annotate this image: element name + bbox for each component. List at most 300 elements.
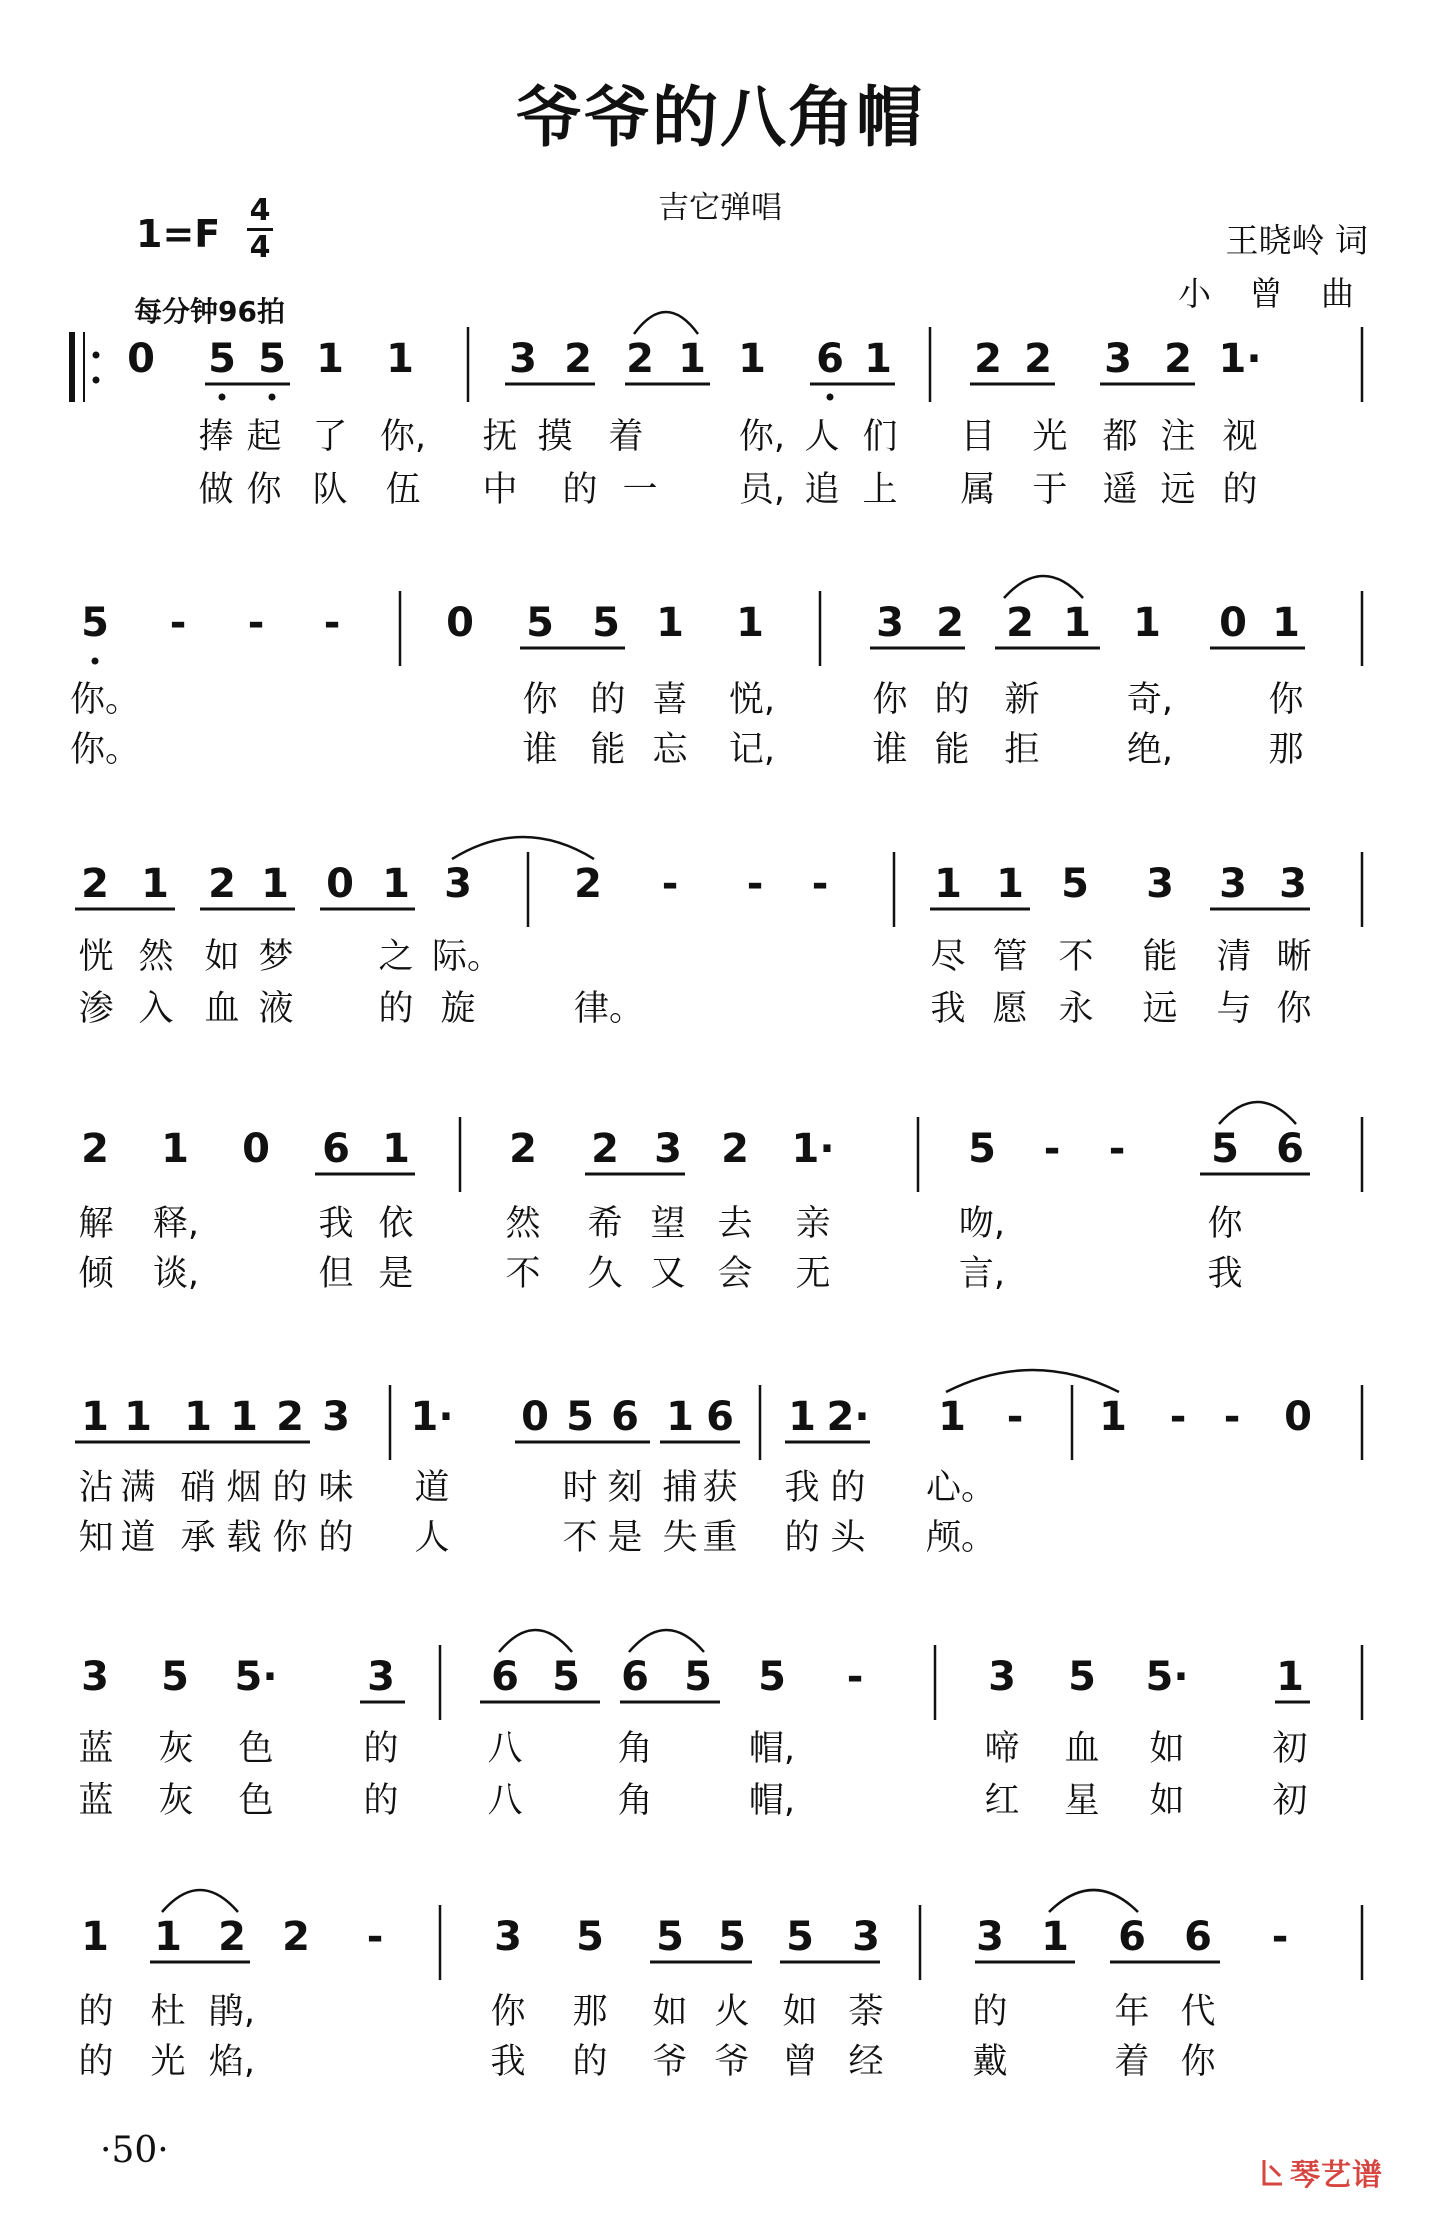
note: 6 bbox=[706, 1394, 734, 1440]
low-octave-dot bbox=[219, 394, 226, 401]
note: 1 bbox=[230, 1394, 258, 1440]
lyric-verse1: 味 bbox=[318, 1468, 354, 1508]
lyric-verse1: 刻 bbox=[607, 1468, 643, 1508]
lyric-verse1: 捕 bbox=[662, 1468, 698, 1508]
note: 2· bbox=[826, 1394, 870, 1440]
note: 2 bbox=[218, 1914, 246, 1960]
note: 3 bbox=[81, 1654, 109, 1700]
lyric-verse2: 是 bbox=[378, 1254, 414, 1294]
note: 2 bbox=[1024, 336, 1052, 382]
note: 1 bbox=[678, 336, 706, 382]
note: - bbox=[1223, 1394, 1241, 1440]
note: 1 bbox=[864, 336, 892, 382]
lyric-verse2: 色 bbox=[238, 1781, 274, 1821]
note: 1 bbox=[124, 1394, 152, 1440]
note: 2 bbox=[208, 861, 236, 907]
lyric-verse2: 队 bbox=[312, 470, 348, 510]
low-octave-dot bbox=[827, 394, 834, 401]
note: 0 bbox=[1219, 600, 1247, 646]
lyric-verse1: 我 bbox=[318, 1204, 354, 1244]
lyric-verse2: 我 bbox=[490, 2042, 526, 2082]
note: 1 bbox=[738, 336, 766, 382]
lyric-verse2: 红 bbox=[984, 1781, 1020, 1821]
lyric-verse2: 重 bbox=[702, 1518, 738, 1558]
lyric-verse1: 如 bbox=[782, 1992, 818, 2032]
lyric-verse1: 你, bbox=[738, 417, 786, 457]
note: 6 bbox=[1276, 1126, 1304, 1172]
lyric-verse1: 去 bbox=[717, 1204, 753, 1244]
low-octave-dot bbox=[92, 658, 99, 665]
slur bbox=[1004, 576, 1083, 598]
lyric-verse1: 如 bbox=[204, 937, 240, 977]
note: 1 bbox=[1041, 1914, 1069, 1960]
lyric-verse1: 管 bbox=[992, 937, 1028, 977]
lyricist-credit: 王晓岭 词 bbox=[1225, 221, 1368, 260]
lyric-verse2: 光 bbox=[150, 2042, 186, 2082]
lyric-verse2: 上 bbox=[862, 470, 898, 510]
note: - bbox=[1169, 1394, 1187, 1440]
note: 6 bbox=[1184, 1914, 1212, 1960]
lyric-verse1: 你 bbox=[522, 680, 558, 720]
lyric-verse2: 记, bbox=[728, 730, 776, 770]
lyric-verse1: 吻, bbox=[958, 1204, 1006, 1244]
note: 2 bbox=[936, 600, 964, 646]
note: 2 bbox=[626, 336, 654, 382]
lyric-verse1: 我 bbox=[784, 1468, 820, 1508]
slur bbox=[1219, 1102, 1296, 1124]
lyric-verse2: 远 bbox=[1160, 470, 1196, 510]
note: 5 bbox=[566, 1394, 594, 1440]
note: 3 bbox=[444, 861, 472, 907]
lyric-verse2: 渗 bbox=[78, 989, 114, 1029]
note: - bbox=[1271, 1914, 1289, 1960]
note: - bbox=[247, 600, 265, 646]
lyric-verse1: 目 bbox=[960, 417, 996, 457]
lyric-verse2: 远 bbox=[1142, 989, 1178, 1029]
note: 1 bbox=[788, 1394, 816, 1440]
note: - bbox=[1043, 1126, 1061, 1172]
note: 1 bbox=[382, 861, 410, 907]
lyric-verse1: 的 bbox=[272, 1468, 308, 1508]
lyric-verse1: 新 bbox=[1004, 680, 1040, 720]
lyric-verse2: 颅。 bbox=[926, 1518, 997, 1558]
lyric-verse2: 的 bbox=[1222, 470, 1258, 510]
lyric-verse1: 初 bbox=[1272, 1729, 1308, 1769]
lyric-verse2: 载 bbox=[226, 1518, 262, 1558]
lyric-verse2: 曾 bbox=[782, 2042, 818, 2082]
note: 1 bbox=[1133, 600, 1161, 646]
lyric-verse2: 液 bbox=[258, 989, 294, 1029]
lyric-verse2: 八 bbox=[487, 1781, 523, 1821]
lyric-verse1: 沾 bbox=[78, 1468, 114, 1508]
note: - bbox=[811, 861, 829, 907]
lyric-verse1: 晰 bbox=[1276, 937, 1312, 977]
lyric-verse2: 初 bbox=[1272, 1781, 1308, 1821]
slur bbox=[1049, 1890, 1138, 1912]
lyric-verse2: 焰, bbox=[208, 2042, 256, 2082]
note: 2 bbox=[282, 1914, 310, 1960]
lyric-verse1: 如 bbox=[1149, 1729, 1185, 1769]
lyric-verse1: 尽 bbox=[930, 937, 966, 977]
note: - bbox=[1006, 1394, 1024, 1440]
note: 5 bbox=[592, 600, 620, 646]
note: 6 bbox=[491, 1654, 519, 1700]
note: 0 bbox=[446, 600, 474, 646]
lyric-verse2: 忘 bbox=[652, 730, 688, 770]
lyric-verse1: 硝 bbox=[180, 1468, 216, 1508]
note: 0 bbox=[242, 1126, 270, 1172]
lyric-verse1: 色 bbox=[238, 1729, 274, 1769]
lyric-verse1: 的 bbox=[78, 1992, 114, 2032]
note: 5 bbox=[552, 1654, 580, 1700]
slur bbox=[162, 1890, 238, 1912]
lyric-verse2: 遥 bbox=[1102, 470, 1138, 510]
slur bbox=[946, 1370, 1119, 1392]
note: 3 bbox=[367, 1654, 395, 1700]
lyric-verse2: 的 bbox=[572, 2042, 608, 2082]
lyric-verse2: 员, bbox=[738, 470, 786, 510]
note: 5· bbox=[234, 1654, 278, 1700]
lyric-verse2: 又 bbox=[650, 1254, 686, 1294]
note: 1 bbox=[81, 1394, 109, 1440]
note: 2 bbox=[564, 336, 592, 382]
lyric-verse1: 获 bbox=[702, 1468, 738, 1508]
lyric-verse2: 的 bbox=[562, 470, 598, 510]
lyric-verse1: 的 bbox=[934, 680, 970, 720]
note: 5 bbox=[81, 600, 109, 646]
lyric-verse2: 的 bbox=[363, 1781, 399, 1821]
lyric-verse2: 追 bbox=[804, 470, 840, 510]
lyric-verse1: 都 bbox=[1102, 417, 1138, 457]
composer-credit: 小 曾 曲 bbox=[1178, 274, 1368, 313]
lyric-verse1: 你 bbox=[490, 1992, 526, 2032]
song-title: 爷爷的八角帽 bbox=[516, 78, 924, 156]
lyric-verse2: 谁 bbox=[872, 730, 908, 770]
lyric-verse1: 啼 bbox=[984, 1729, 1020, 1769]
lyric-verse1: 心。 bbox=[926, 1468, 997, 1508]
note: 1· bbox=[410, 1394, 454, 1440]
lyric-verse1: 清 bbox=[1216, 937, 1252, 977]
key-signature: 1=F bbox=[136, 212, 221, 256]
note: 1 bbox=[934, 861, 962, 907]
lyric-verse2: 与 bbox=[1216, 989, 1252, 1029]
note: - bbox=[169, 600, 187, 646]
lyric-verse2: 血 bbox=[204, 989, 240, 1029]
note: - bbox=[1108, 1126, 1126, 1172]
slur bbox=[452, 837, 594, 859]
lyric-verse1: 烟 bbox=[226, 1468, 262, 1508]
note: 1 bbox=[938, 1394, 966, 1440]
lyric-verse1: 喜 bbox=[652, 680, 688, 720]
note: 3 bbox=[1104, 336, 1132, 382]
lyric-verse2: 言, bbox=[958, 1254, 1006, 1294]
note: 5 bbox=[1211, 1126, 1239, 1172]
lyric-verse2: 知 bbox=[78, 1518, 114, 1558]
note: - bbox=[366, 1914, 384, 1960]
lyric-verse1: 际。 bbox=[432, 937, 503, 977]
lyric-verse1: 那 bbox=[572, 1992, 608, 2032]
lyric-verse1: 人 bbox=[804, 417, 840, 457]
lyric-verse1: 注 bbox=[1160, 417, 1196, 457]
lyric-verse1: 灰 bbox=[158, 1729, 194, 1769]
lyric-verse1: 解 bbox=[78, 1204, 114, 1244]
note: 1 bbox=[736, 600, 764, 646]
note: 5 bbox=[161, 1654, 189, 1700]
lyric-verse1: 的 bbox=[363, 1729, 399, 1769]
note: 1· bbox=[791, 1126, 835, 1172]
lyric-verse2: 蓝 bbox=[78, 1781, 114, 1821]
note: 2 bbox=[1006, 600, 1034, 646]
lyric-verse2: 你 bbox=[1180, 2042, 1216, 2082]
note: 2 bbox=[1164, 336, 1192, 382]
lyric-verse1: 恍 bbox=[78, 937, 114, 977]
note: 1· bbox=[1218, 336, 1262, 382]
lyric-verse1: 然 bbox=[505, 1204, 541, 1244]
lyric-verse2: 旋 bbox=[440, 989, 476, 1029]
note: 5· bbox=[1145, 1654, 1189, 1700]
lyric-verse2: 着 bbox=[1114, 2042, 1150, 2082]
lyric-verse1: 希 bbox=[587, 1204, 623, 1244]
lyric-verse2: 的 bbox=[784, 1518, 820, 1558]
lyric-verse1: 荼 bbox=[848, 1992, 884, 2032]
lyric-verse1: 时 bbox=[562, 1468, 598, 1508]
note: 1 bbox=[316, 336, 344, 382]
note: 6 bbox=[816, 336, 844, 382]
note: 1 bbox=[184, 1394, 212, 1440]
lyric-verse1: 捧 bbox=[198, 417, 234, 457]
note: 0 bbox=[326, 861, 354, 907]
note: 3 bbox=[1146, 861, 1174, 907]
note: - bbox=[323, 600, 341, 646]
lyric-verse1: 你, bbox=[379, 417, 427, 457]
note: 3 bbox=[976, 1914, 1004, 1960]
lyric-verse1: 角 bbox=[617, 1729, 653, 1769]
lyric-verse1: 梦 bbox=[258, 937, 294, 977]
note: 1 bbox=[161, 1126, 189, 1172]
lyric-verse1: 火 bbox=[714, 1992, 750, 2032]
note: 3 bbox=[322, 1394, 350, 1440]
note: 1 bbox=[154, 1914, 182, 1960]
lyric-verse1: 年 bbox=[1114, 1992, 1150, 2032]
note: 1 bbox=[261, 861, 289, 907]
note: 2 bbox=[81, 1126, 109, 1172]
note: 1 bbox=[656, 600, 684, 646]
lyric-verse2: 的 bbox=[78, 2042, 114, 2082]
lyric-verse1: 你 bbox=[1207, 1204, 1243, 1244]
note: 5 bbox=[208, 336, 236, 382]
lyric-verse1: 着 bbox=[608, 417, 644, 457]
lyric-verse1: 杜 bbox=[150, 1992, 186, 2032]
lyric-verse1: 的 bbox=[830, 1468, 866, 1508]
lyric-verse2: 倾 bbox=[78, 1254, 114, 1294]
lyric-verse1: 摸 bbox=[537, 417, 573, 457]
lyric-verse2: 道 bbox=[120, 1518, 156, 1558]
lyric-verse2: 拒 bbox=[1004, 730, 1040, 770]
lyric-verse2: 于 bbox=[1032, 470, 1068, 510]
lyric-verse1: 光 bbox=[1032, 417, 1068, 457]
lyric-verse2: 伍 bbox=[385, 470, 421, 510]
lyric-verse2: 谈, bbox=[152, 1254, 200, 1294]
note: 5 bbox=[718, 1914, 746, 1960]
lyric-verse2: 无 bbox=[795, 1254, 831, 1294]
lyric-verse2: 的 bbox=[318, 1518, 354, 1558]
note: 5 bbox=[576, 1914, 604, 1960]
repeat-dot bbox=[93, 377, 100, 384]
note: - bbox=[846, 1654, 864, 1700]
lyric-verse2: 谁 bbox=[522, 730, 558, 770]
note: 3 bbox=[876, 600, 904, 646]
lyric-verse2: 做 bbox=[198, 470, 234, 510]
note: 1 bbox=[386, 336, 414, 382]
site-logo bbox=[1260, 2150, 1383, 2194]
lyric-verse2: 人 bbox=[414, 1518, 450, 1558]
lyric-verse2: 愿 bbox=[992, 989, 1028, 1029]
lyric-verse1: 的 bbox=[590, 680, 626, 720]
note: 5 bbox=[786, 1914, 814, 1960]
note: 3 bbox=[509, 336, 537, 382]
tempo-marking: 每分钟96拍 bbox=[134, 295, 285, 328]
lyric-verse1: 你 bbox=[1268, 680, 1304, 720]
lyric-verse1: 鹃, bbox=[208, 1992, 256, 2032]
lyric-verse1: 八 bbox=[487, 1729, 523, 1769]
note: 3 bbox=[1219, 861, 1247, 907]
lyric-verse1: 蓝 bbox=[78, 1729, 114, 1769]
lyric-verse1: 奇, bbox=[1126, 680, 1174, 720]
note: 1 bbox=[1099, 1394, 1127, 1440]
lyric-verse2: 会 bbox=[717, 1254, 753, 1294]
lyric-verse2: 律。 bbox=[574, 989, 645, 1029]
logo-mark-icon bbox=[1260, 2158, 1286, 2186]
lyric-verse1: 代 bbox=[1180, 1992, 1216, 2032]
lyric-verse1: 亲 bbox=[795, 1204, 831, 1244]
note: 2 bbox=[721, 1126, 749, 1172]
note: 6 bbox=[611, 1394, 639, 1440]
note: 2 bbox=[81, 861, 109, 907]
note: 2 bbox=[591, 1126, 619, 1172]
note: 6 bbox=[322, 1126, 350, 1172]
lyric-verse2: 失 bbox=[662, 1518, 698, 1558]
lyric-verse2: 我 bbox=[930, 989, 966, 1029]
lyric-verse1: 之 bbox=[378, 937, 414, 977]
note: - bbox=[746, 861, 764, 907]
lyric-verse2: 我 bbox=[1207, 1254, 1243, 1294]
lyric-verse2: 那 bbox=[1268, 730, 1304, 770]
time-signature-top: 4 bbox=[249, 193, 271, 228]
note: - bbox=[661, 861, 679, 907]
lyric-verse1: 道 bbox=[414, 1468, 450, 1508]
note: 1 bbox=[1063, 600, 1091, 646]
note: 5 bbox=[684, 1654, 712, 1700]
lyric-verse1: 如 bbox=[652, 1992, 688, 2032]
note: 2 bbox=[276, 1394, 304, 1440]
lyric-verse1: 能 bbox=[1142, 937, 1178, 977]
lyric-verse2: 但 bbox=[318, 1254, 354, 1294]
lyric-verse2: 头 bbox=[830, 1518, 866, 1558]
low-octave-dot bbox=[269, 394, 276, 401]
slur bbox=[499, 1630, 572, 1652]
note: 0 bbox=[127, 336, 155, 382]
lyric-verse1: 然 bbox=[138, 937, 174, 977]
lyric-verse2: 爷 bbox=[652, 2042, 688, 2082]
lyric-verse2: 承 bbox=[180, 1518, 216, 1558]
lyric-verse1: 依 bbox=[378, 1204, 414, 1244]
note: 1 bbox=[996, 861, 1024, 907]
note: 1 bbox=[1272, 600, 1300, 646]
lyric-verse1: 的 bbox=[972, 1992, 1008, 2032]
lyric-verse2: 你 bbox=[246, 470, 282, 510]
lyric-verse2: 永 bbox=[1058, 989, 1094, 1029]
lyric-verse2: 经 bbox=[848, 2042, 884, 2082]
lyric-verse2: 入 bbox=[138, 989, 174, 1029]
lyric-verse2: 角 bbox=[617, 1781, 653, 1821]
time-signature-bottom: 4 bbox=[249, 230, 271, 265]
lyric-verse1: 血 bbox=[1064, 1729, 1100, 1769]
note: 1 bbox=[666, 1394, 694, 1440]
note: 2 bbox=[574, 861, 602, 907]
lyric-verse1: 帽, bbox=[748, 1729, 796, 1769]
note: 1 bbox=[81, 1914, 109, 1960]
note: 1 bbox=[1276, 1654, 1304, 1700]
note: 2 bbox=[974, 336, 1002, 382]
note: 6 bbox=[1118, 1914, 1146, 1960]
lyric-verse1: 望 bbox=[650, 1204, 686, 1244]
note: 0 bbox=[1284, 1394, 1312, 1440]
note: 5 bbox=[1061, 861, 1089, 907]
note: 5 bbox=[526, 600, 554, 646]
slur bbox=[629, 1630, 704, 1652]
lyric-verse2: 你。 bbox=[70, 730, 141, 770]
note: 5 bbox=[968, 1126, 996, 1172]
page-number: ·50· bbox=[100, 2130, 169, 2171]
lyric-verse2: 绝, bbox=[1126, 730, 1174, 770]
lyric-verse1: 抚 bbox=[482, 417, 518, 457]
note: 5 bbox=[758, 1654, 786, 1700]
lyric-verse1: 悦, bbox=[728, 680, 776, 720]
note: 6 bbox=[621, 1654, 649, 1700]
note: 3 bbox=[988, 1654, 1016, 1700]
lyric-verse2: 星 bbox=[1064, 1781, 1100, 1821]
lyric-verse2: 久 bbox=[587, 1254, 623, 1294]
lyric-verse2: 是 bbox=[607, 1518, 643, 1558]
lyric-verse2: 能 bbox=[934, 730, 970, 770]
note: 3 bbox=[852, 1914, 880, 1960]
lyric-verse1: 不 bbox=[1058, 937, 1094, 977]
lyric-verse2: 戴 bbox=[972, 2042, 1008, 2082]
lyric-verse1: 了 bbox=[312, 417, 348, 457]
lyric-verse2: 的 bbox=[378, 989, 414, 1029]
slur bbox=[634, 312, 698, 334]
lyric-verse1: 释, bbox=[152, 1204, 200, 1244]
lyric-verse1: 满 bbox=[120, 1468, 156, 1508]
lyric-verse2: 爷 bbox=[714, 2042, 750, 2082]
lyric-verse2: 帽, bbox=[748, 1781, 796, 1821]
note: 0 bbox=[521, 1394, 549, 1440]
lyric-verse2: 你 bbox=[1276, 989, 1312, 1029]
note: 1 bbox=[141, 861, 169, 907]
lyric-verse1: 你。 bbox=[70, 680, 141, 720]
lyric-verse1: 你 bbox=[872, 680, 908, 720]
lyric-verse1: 视 bbox=[1222, 417, 1258, 457]
performance-note: 吉它弹唱 bbox=[658, 190, 782, 226]
lyric-verse2: 不 bbox=[505, 1254, 541, 1294]
lyric-verse2: 如 bbox=[1149, 1781, 1185, 1821]
note: 1 bbox=[382, 1126, 410, 1172]
lyric-verse2: 属 bbox=[960, 470, 996, 510]
note: 3 bbox=[494, 1914, 522, 1960]
lyric-verse2: 一 bbox=[622, 470, 658, 510]
lyric-verse1: 起 bbox=[246, 417, 282, 457]
note: 5 bbox=[656, 1914, 684, 1960]
